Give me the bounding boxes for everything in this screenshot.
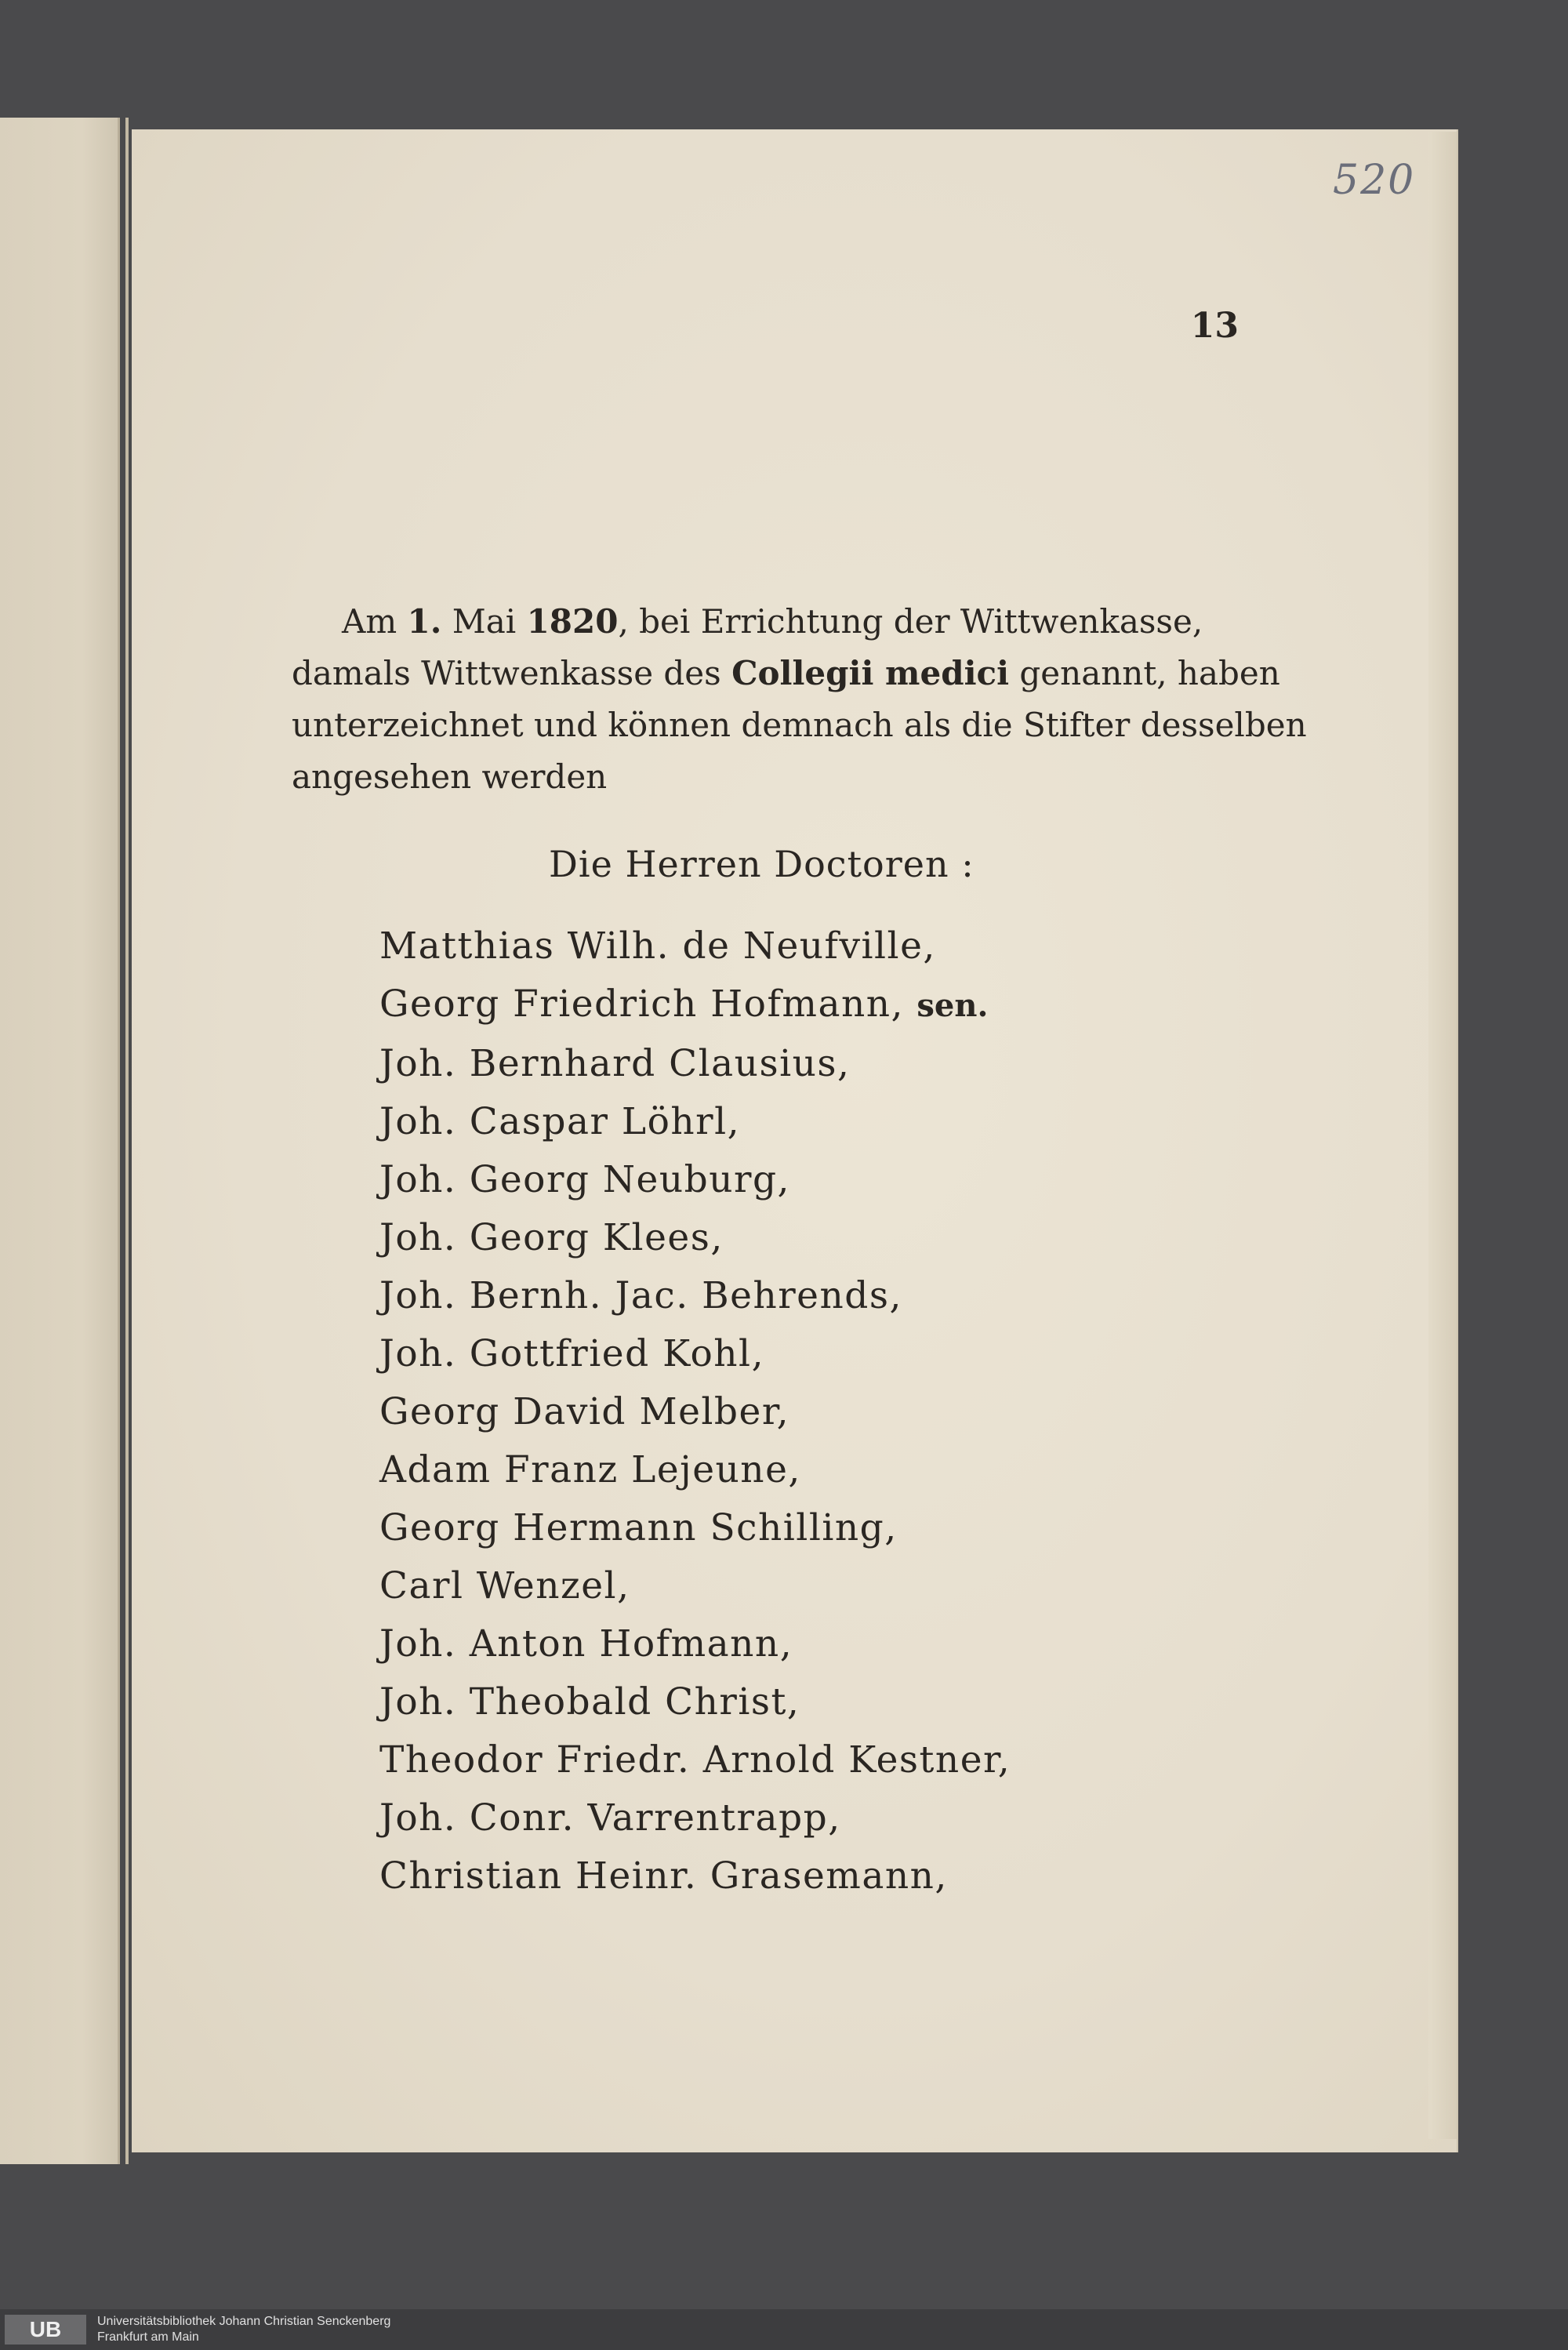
handwritten-shelf-number: 520 — [1333, 157, 1416, 204]
founder-name: Carl Wenzel, — [379, 1564, 630, 1607]
footer-line-2: Frankfurt am Main — [97, 2330, 199, 2344]
founder-name-item — [379, 1731, 1085, 1789]
founder-name: Georg David Melber, — [379, 1390, 790, 1433]
founder-name-item — [379, 1325, 1085, 1383]
founder-name: Joh. Conr. Varrentrapp, — [379, 1796, 841, 1840]
founder-name-item — [379, 1267, 1085, 1325]
founder-name: Georg Hermann Schilling, — [379, 1506, 898, 1549]
founder-name: Matthias Wilh. de Neufville, — [379, 924, 936, 968]
founder-name: Georg Friedrich Hofmann, — [379, 982, 917, 1026]
founder-name: Joh. Gottfried Kohl, — [379, 1332, 765, 1375]
founder-name-item — [379, 1383, 1085, 1441]
founder-name-item — [379, 1035, 1085, 1093]
founder-name: Joh. Caspar Löhrl, — [379, 1100, 741, 1143]
intro-text: genannt, haben — [1009, 654, 1280, 692]
intro-line-2 — [292, 648, 1280, 699]
founder-name: Joh. Georg Neuburg, — [379, 1158, 790, 1201]
founder-name-item — [379, 1151, 1085, 1209]
list-heading: Die Herren Doctoren : — [549, 843, 975, 885]
founder-name-item — [379, 975, 1085, 1035]
intro-line-3: unterzeichnet und können demnach als die Stifter desselben — [292, 706, 1307, 744]
facing-page-edge — [0, 118, 120, 2164]
page-number: 13 — [1190, 306, 1239, 346]
founder-name: Adam Franz Lejeune, — [379, 1448, 801, 1491]
library-footer — [0, 2309, 1568, 2350]
founder-name-suffix: sen. — [916, 987, 989, 1024]
intro-date-day: 1. — [407, 602, 442, 641]
founder-name: Joh. Bernh. Jac. Behrends, — [379, 1274, 902, 1317]
intro-paragraph — [292, 596, 1307, 803]
intro-text: , bei Errichtung der Wittwenkasse, — [618, 602, 1203, 641]
founder-name-item — [379, 1847, 1085, 1905]
intro-date-year: 1820 — [526, 602, 619, 641]
founder-name: Christian Heinr. Grasemann, — [379, 1854, 948, 1898]
footer-line-1: Universitätsbibliothek Johann Christian Senckenberg — [97, 2315, 391, 2328]
founder-name: Joh. Georg Klees, — [379, 1216, 724, 1259]
founder-name: Theodor Friedr. Arnold Kestner, — [379, 1738, 1011, 1782]
founder-name-item — [379, 1499, 1085, 1557]
founder-name: Joh. Theobald Christ, — [379, 1680, 800, 1723]
intro-text: damals Wittwenkasse des — [292, 654, 732, 692]
founder-name: Joh. Bernhard Clausius, — [379, 1042, 851, 1085]
footer-institution — [97, 2314, 390, 2345]
book-gutter — [125, 118, 129, 2164]
intro-text: Mai — [441, 602, 527, 641]
founder-name-item — [379, 1441, 1085, 1499]
founder-name-item — [379, 917, 1085, 975]
founder-name-item — [379, 1093, 1085, 1151]
intro-line-4: angesehen werden — [292, 757, 608, 796]
founder-name-item — [379, 1557, 1085, 1615]
ub-logo: UB — [5, 2315, 86, 2345]
founders-list — [379, 917, 1085, 1905]
founder-name-item — [379, 1209, 1085, 1267]
intro-latin-term: Collegii medici — [731, 654, 1010, 692]
founder-name-item — [379, 1615, 1085, 1673]
founder-name: Joh. Anton Hofmann, — [379, 1622, 793, 1665]
page-right-edge — [1428, 132, 1457, 2139]
intro-line-1 — [292, 596, 1237, 648]
founder-name-item — [379, 1673, 1085, 1731]
intro-text: Am — [342, 602, 408, 641]
founder-name-item — [379, 1789, 1085, 1847]
